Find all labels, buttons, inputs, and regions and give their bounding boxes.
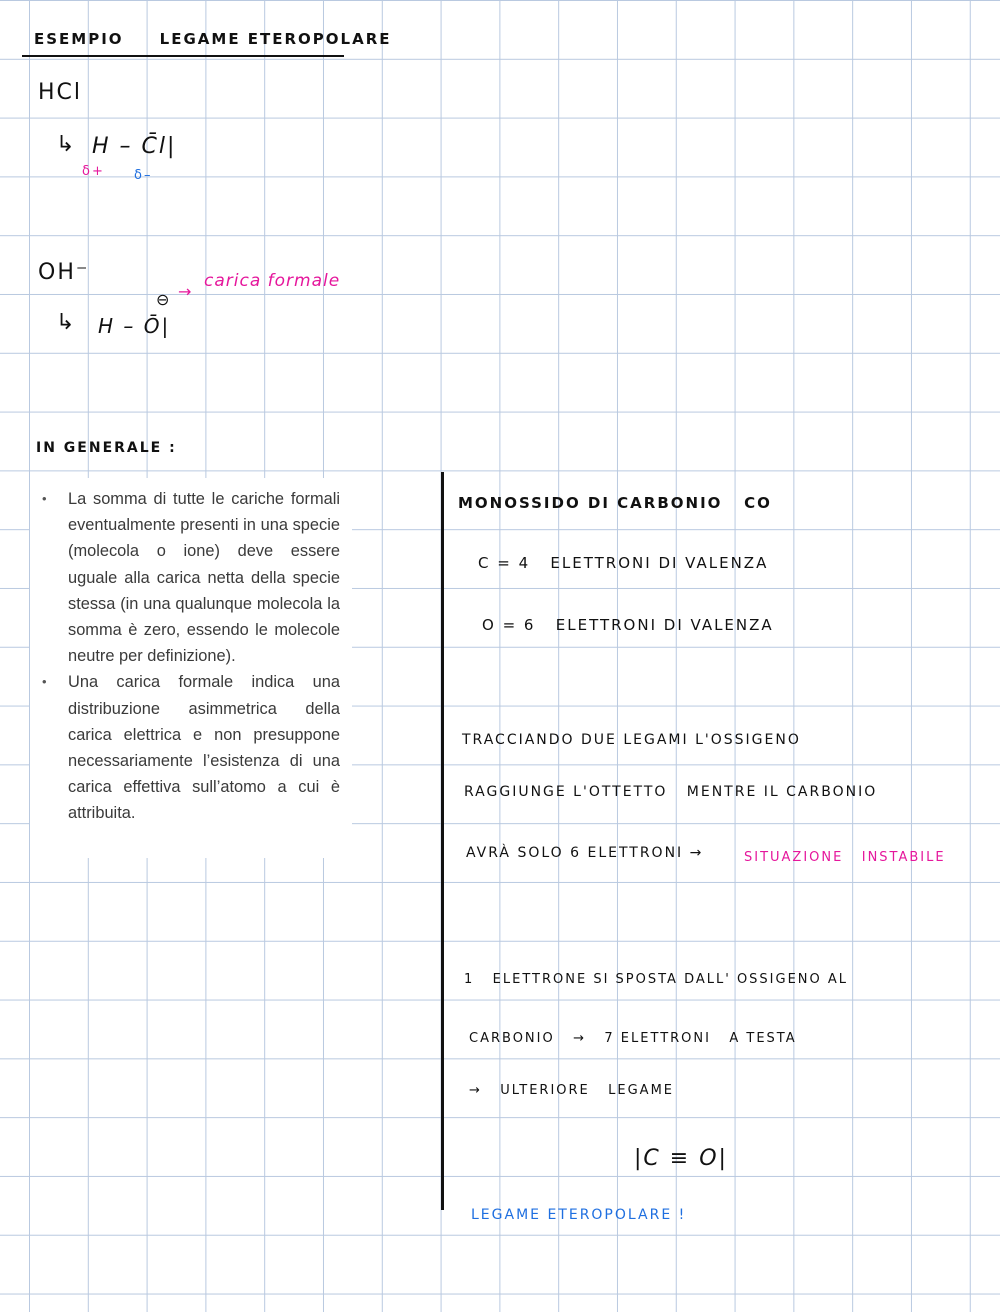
co-lewis-structure: |C ≡ O| bbox=[634, 1146, 728, 1171]
oh-charge-icon: ⊖ bbox=[156, 290, 172, 309]
general-bullet-1: • La somma di tutte le cariche formali eventualmente presenti in una specie (molecola o ione) deve essere uguale alla carica netta della specie stessa (in una qualunque molecola la somma è zero, essendo le molecole neutre per definizione). bbox=[68, 486, 340, 669]
co-note-line-5: CARBONIO → 7 ELETTRONI A TESTA bbox=[469, 1031, 797, 1046]
formal-charge-label: carica formale bbox=[204, 271, 341, 291]
hcl-structure: H – C̄l| bbox=[92, 134, 177, 159]
co-note-line-1: TRACCIANDO DUE LEGAMI L'OSSIGENO bbox=[462, 732, 801, 748]
general-heading: IN GENERALE : bbox=[36, 440, 177, 456]
co-carbon-valence: C = 4 ELETTRONI DI VALENZA bbox=[478, 554, 769, 572]
oh-arrow-icon: ↳ bbox=[56, 310, 77, 335]
oh-pink-arrow-icon: → bbox=[178, 282, 194, 301]
co-note-line-2: RAGGIUNGE L'OTTETTO MENTRE IL CARBONIO bbox=[464, 784, 878, 800]
hcl-delta-minus: δ– bbox=[134, 168, 153, 183]
hcl-delta-plus: δ+ bbox=[82, 164, 105, 179]
page-title: ESEMPIO LEGAME ETEROPOLARE bbox=[34, 30, 392, 48]
general-bullet-list bbox=[30, 478, 352, 827]
co-title: MONOSSIDO DI CARBONIO CO bbox=[458, 494, 772, 512]
co-conclusion: LEGAME ETEROPOLARE ! bbox=[471, 1207, 687, 1223]
co-oxygen-valence: O = 6 ELETTRONI DI VALENZA bbox=[482, 616, 774, 634]
unstable-label: SITUAZIONE INSTABILE bbox=[744, 850, 946, 865]
general-bullet-2: • Una carica formale indica una distribuzione asimmetrica della carica elettrica e non presuppone necessariamente l’esistenza di una carica effettiva sull’atomo a cui è attribuita. bbox=[68, 669, 340, 826]
hcl-formula: HCl bbox=[38, 80, 83, 105]
column-divider bbox=[441, 472, 444, 1210]
co-note-line-3: AVRÀ SOLO 6 ELETTRONI → bbox=[466, 845, 704, 861]
title-underline bbox=[22, 55, 344, 57]
hcl-arrow-icon: ↳ bbox=[56, 132, 77, 157]
oh-structure: H – Ō| bbox=[98, 314, 171, 338]
co-note-line-6: → ULTERIORE LEGAME bbox=[469, 1083, 675, 1098]
oh-formula: OH⁻ bbox=[38, 260, 90, 285]
co-note-line-4: 1 ELETTRONE SI SPOSTA DALL' OSSIGENO AL bbox=[464, 972, 849, 987]
general-text-box bbox=[30, 478, 352, 858]
